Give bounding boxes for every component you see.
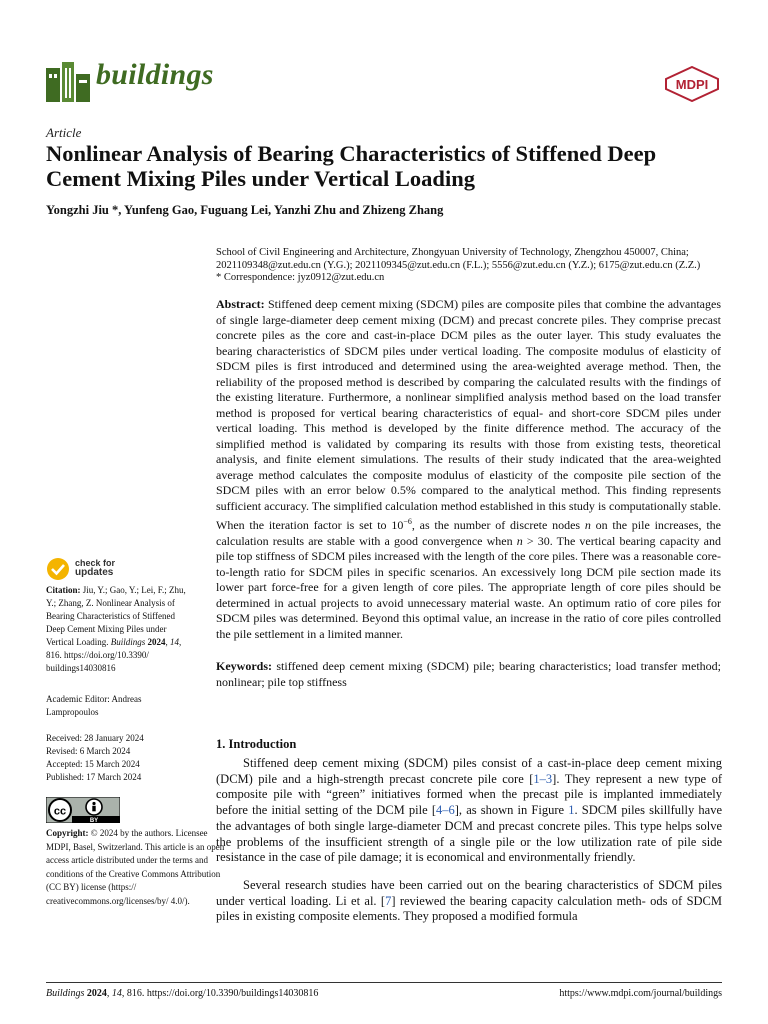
abstract-label: Abstract: bbox=[216, 297, 265, 311]
academic-editor-label: Academic Editor: Andreas bbox=[46, 694, 142, 704]
citation-dash-2: – bbox=[442, 803, 449, 818]
copyright bbox=[46, 827, 226, 908]
keywords-text: stiffened deep cement mixing (SDCM) pile; bearing characteristics; load transfer method; nonlinear; pile top stiffness bbox=[216, 659, 722, 689]
check-updates-icon bbox=[46, 557, 70, 581]
citation: Citation: Jiu, Y.; Gao, Y.; Lei, F.; Zhu, Y.; Zhang, Z. Nonlinear Analysis of Bearing Characteristics of Stiffened Deep Cement Mixing Piles under Vertical Loading. Buildings 2024, 14, 816. https://doi.org/10.3390/ buildings14030816 bbox=[46, 585, 186, 673]
keywords bbox=[216, 659, 721, 690]
check-updates-line2: updates bbox=[75, 567, 114, 578]
publication-dates bbox=[46, 732, 196, 784]
paragraph-2 bbox=[216, 878, 722, 925]
citation-link-3[interactable]: 3 bbox=[545, 771, 553, 786]
p2-text-a: Several research studies have been carried out on the bearing characteristics of SDCM piles under vertical loading. Li et al. [ bbox=[216, 878, 722, 908]
academic-editor bbox=[46, 693, 196, 719]
citation-journal: Buildings bbox=[110, 637, 146, 647]
academic-editor-name: Lampropoulos bbox=[46, 707, 99, 717]
p1-text-b: ]. They represent a new type of composite pile with “green” initiatives formed when the precast pile is implanted immediately before the initial setting of the DCM pile [ bbox=[216, 771, 722, 818]
citation-link-4[interactable]: 4 bbox=[436, 803, 443, 818]
footer-journal-url[interactable]: https://www.mdpi.com/journal/buildings bbox=[559, 988, 722, 999]
affiliation-text: School of Civil Engineering and Architecture, Zhongyuan University of Technology, Zhengzhou 450007, China; 2021109348@zut.edu.cn (Y.G.); 2021109345@zut.edu.cn (F.L.); 5556@zut.edu.cn (Y.Z.); 6175@zut.edu.cn (Z.Z.) bbox=[216, 247, 701, 271]
p1-text-d: . SDCM piles skillfully have the advantages of both single large-diameter DCM and precast concrete piles. This type helps solve the problems of the insufficient strength of a single pile or the low utilization rate of pile side resistance in the case of pile damage; it is economical and environmentally friendly. bbox=[216, 803, 723, 865]
abstract-var-n-2: n bbox=[516, 533, 523, 548]
citation-year: 2024 bbox=[147, 637, 166, 647]
footer-divider bbox=[46, 982, 722, 983]
footer-journal: Buildings bbox=[46, 988, 85, 999]
copyright-label: Copyright: bbox=[46, 828, 89, 838]
article-title: Nonlinear Analysis of Bearing Characteristics of Stiffened Deep Cement Mixing Piles under Vertical Loading bbox=[46, 141, 657, 191]
paragraph-1 bbox=[216, 756, 722, 866]
abstract bbox=[216, 297, 721, 642]
affiliation bbox=[216, 247, 728, 285]
citation-volume: 14 bbox=[170, 637, 179, 647]
journal-name: buildings bbox=[96, 58, 214, 91]
date-published: Published: 17 March 2024 bbox=[46, 772, 142, 782]
cc-by-license-icon[interactable] bbox=[46, 797, 120, 823]
abstract-text-2: , as the number of discrete nodes bbox=[411, 518, 585, 533]
article-type: Article bbox=[46, 125, 82, 140]
p1-text-c: ], as shown in Figure bbox=[454, 803, 569, 818]
mdpi-logo-icon bbox=[664, 66, 720, 102]
abstract-text: Stiffened deep cement mixing (SDCM) piles are composite piles that combine the advantages of single large-diameter deep cement mixing (DCM) and precast concrete piles. They comprise precast concrete piles as the core and cast-in-place DCM piles as the outer layer. This study evaluates the bearing characteristics of SDCM piles under vertical loading. The composite modulus of elasticity of SDCM piles is first introduced and determined using the area-weighted average method. Then, the reliability of the proposed method is described by comparing the calculated results with the findings of the existing literature. Furthermore, a nonlinear simplified analysis method based on the load transfer method is proposed for vertical bearing characteristics of equal- and short-core SDCM piles under vertical loading. This method is developed by the finite difference method. The accuracy of the simplified method is validated by comparing its results with those from existing tests, theoretical analysis, and finite element simulations. The results of their study indicated that the area-weighted average method calculates the composite modulus of elasticity of the composite pile section of the SDCM piles with an error below 0.5% compared to the analytical method. This finding represents sufficient accuracy. The simplified calculation method established in this study is computationally stable. When the iteration factor is set to 10 bbox=[216, 297, 722, 533]
date-received: Received: 28 January 2024 bbox=[46, 733, 144, 743]
footer-volume: 14 bbox=[111, 988, 122, 999]
author-list: Yongzhi Jiu *, Yunfeng Gao, Fuguang Lei, Yanzhi Zhu and Zhizeng Zhang bbox=[46, 203, 444, 217]
abstract-text-3: on the pile increases, the calculation results are stable with a good convergence when bbox=[216, 518, 721, 548]
figure-link-1[interactable]: 1 bbox=[568, 803, 575, 818]
buildings-logo-icon bbox=[46, 62, 90, 102]
keywords-label: Keywords: bbox=[216, 659, 272, 673]
p1-text-a: Stiffened deep cement mixing (SDCM) piles consist of a cast-in-place deep cement mixing (DCM) pile and a high-strength precast concrete pile core [ bbox=[216, 756, 722, 786]
citation-text: Jiu, Y.; Gao, Y.; Lei, F.; Zhu, Y.; Zhang, Z. Nonlinear Analysis of Bearing Characteristics of Stiffened Deep Cement Mixing Piles under Vertical Loading. bbox=[46, 585, 186, 647]
abstract-text-4: > 30. The vertical bearing capacity and pile top stiffness of SDCM piles increased with the length of the core piles. There was a reasonable core-to-length ratio for SDCM piles in specific scenarios. An excessively long DCM pile section made its lower part force-free for a given length of core piles. The appropriate length of core piles should be determined in actual projects to avoid unnecessary material waste. An optimum ratio of core piles for SDCM piles was determined. Beyond this optimal value, an increase in the ratio of core piles controlled the pile settlement in a limited manner. bbox=[216, 533, 721, 641]
check-updates-line1: check for bbox=[75, 558, 116, 568]
footer-citation: Buildings 2024, 14, 816. https://doi.org/10.3390/buildings14030816 bbox=[46, 988, 319, 999]
correspondence: * Correspondence: jyz0912@zut.edu.cn bbox=[216, 272, 385, 284]
section-heading: 1. Introduction bbox=[216, 737, 297, 751]
p2-text-b: ] reviewed the bearing capacity calculation meth- ods of SDCM piles in existing composite elements. They proposed a modified formula bbox=[216, 893, 722, 924]
date-revised: Revised: 6 March 2024 bbox=[46, 746, 131, 756]
citation-link-7[interactable]: 7 bbox=[385, 893, 392, 908]
citation-doi[interactable]: , 816. https://doi.org/10.3390/ buildings14030816 bbox=[46, 637, 182, 673]
cc-by-label: BY bbox=[89, 818, 99, 823]
copyright-text: © 2024 by the authors. Licensee MDPI, Basel, Switzerland. This article is an open access article distributed under the terms and conditions of the Creative Commons Attribution (CC BY) license (https:// creativecommons.org/licenses/by/ 4.0/). bbox=[46, 828, 225, 906]
citation-link-1[interactable]: 1 bbox=[533, 771, 540, 786]
publisher-name: MDPI bbox=[675, 77, 709, 92]
footer-doi[interactable]: , 816. https://doi.org/10.3390/buildings14030816 bbox=[121, 988, 319, 999]
date-accepted: Accepted: 15 March 2024 bbox=[46, 759, 140, 769]
check-for-updates-button[interactable] bbox=[46, 557, 156, 581]
svg-text:cc: cc bbox=[53, 805, 67, 818]
citation-label: Citation: bbox=[46, 585, 81, 595]
citation-link-6[interactable]: 6 bbox=[448, 803, 455, 818]
citation-dash: – bbox=[539, 771, 546, 786]
footer-year: 2024 bbox=[86, 988, 107, 999]
abstract-exponent: −6 bbox=[403, 517, 412, 527]
abstract-var-n: n bbox=[584, 518, 591, 533]
